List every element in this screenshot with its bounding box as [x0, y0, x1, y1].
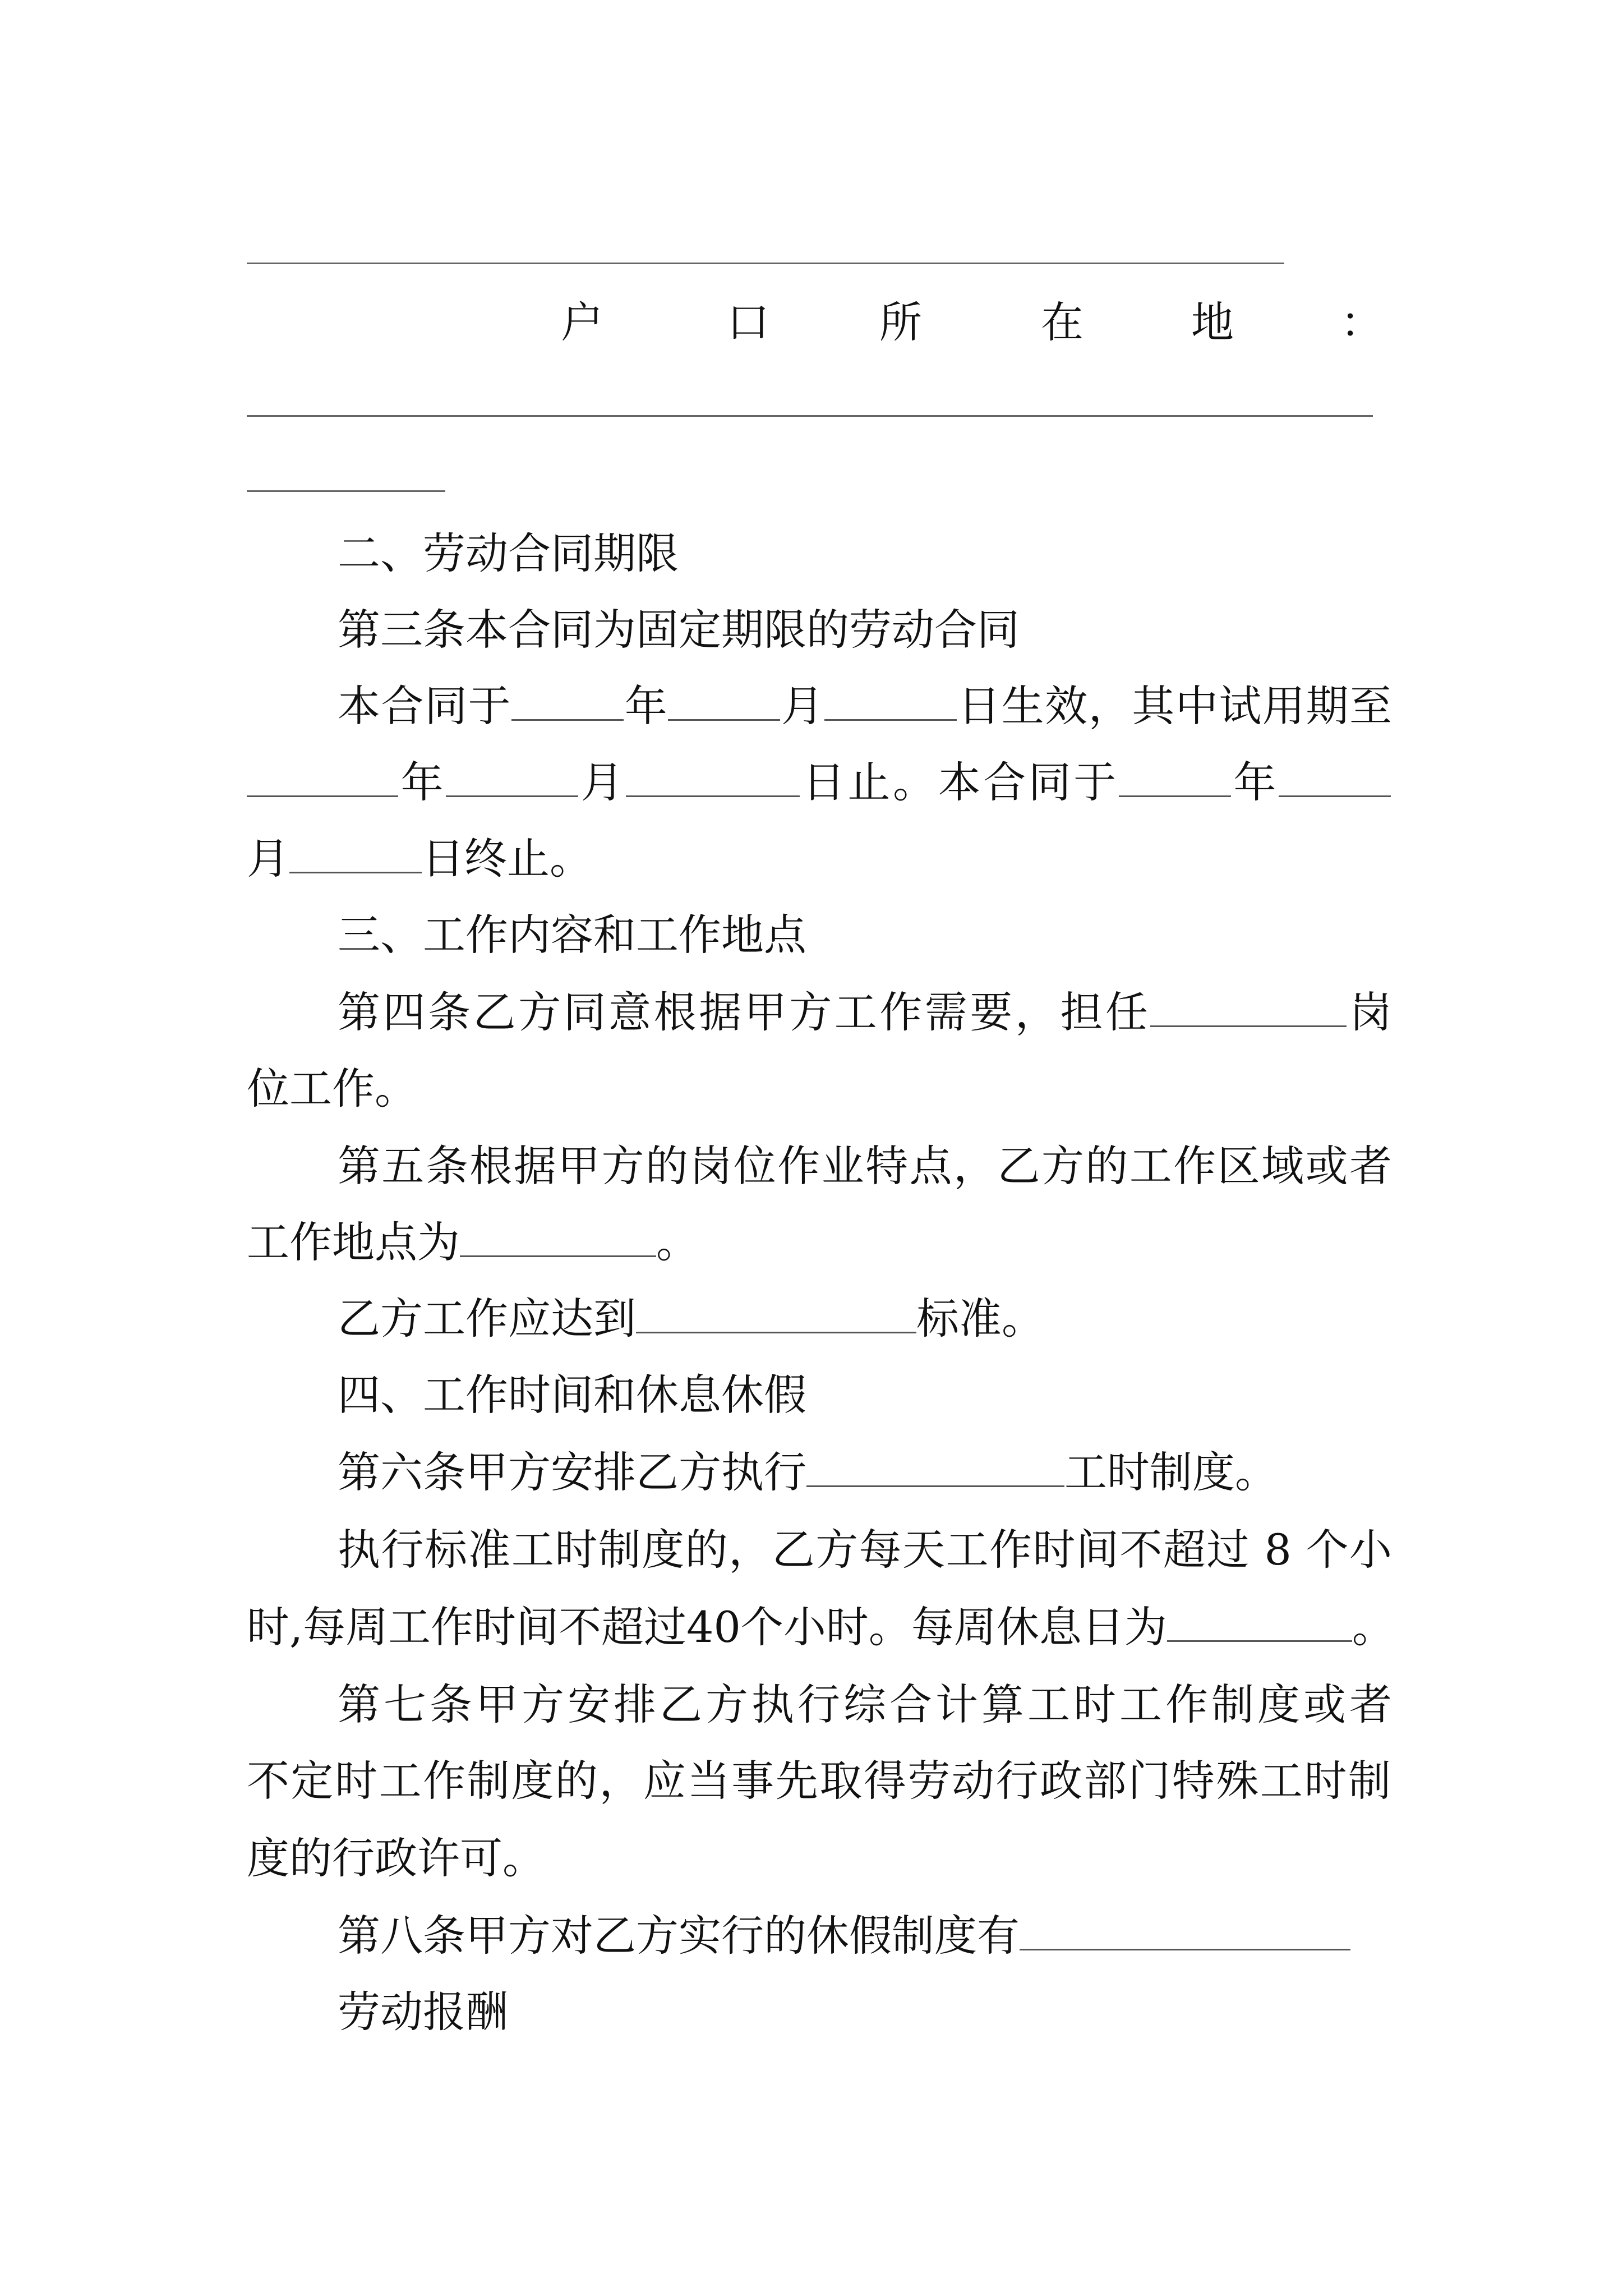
article-7-end: 度的行政许可。 [247, 1833, 545, 1883]
effective-date-line: 本合同于 年 月 日生效，其中试用期至 [338, 675, 1392, 737]
standard-hours-line: 执行标准工时制度的，乙方每天工作时间不超过 8 个小 [338, 1525, 1392, 1575]
address-label-char: 口 [727, 297, 769, 347]
year-blank [511, 679, 624, 721]
article-4-cont: 位工作。 [247, 1064, 417, 1114]
year-blank [1119, 755, 1231, 797]
article-5-cont: 工作地点为 。 [247, 1212, 1391, 1273]
day-blank [626, 755, 800, 797]
address-label-char: 地 [1191, 297, 1234, 347]
location-blank [460, 1215, 656, 1257]
work-standard: 乙方工作应达到 标准。 [338, 1288, 1392, 1350]
rest-day-blank [1167, 1600, 1352, 1642]
address-label-char: ： [1340, 297, 1383, 347]
fill-in-line-prev [247, 263, 1284, 264]
hours-system-blank [806, 1445, 1064, 1487]
standard-blank [636, 1291, 916, 1333]
section-heading-pay: 劳动报酬 [338, 1987, 508, 2037]
article-7-cont: 不定时工作制度的，应当事先取得劳动行政部门特殊工时制 [247, 1756, 1391, 1806]
year-blank [247, 755, 398, 797]
article-7: 第七条甲方安排乙方执行综合计算工时工作制度或者 [338, 1680, 1392, 1729]
article-8: 第八条甲方对乙方实行的休假制度有 [338, 1905, 1392, 1967]
probation-date-line: 年 月 日止。本合同于 年 [247, 752, 1391, 813]
standard-hours-cont: 时,每周工作时间不超过40个小时。每周休息日为 。 [247, 1596, 1391, 1658]
month-blank [1279, 755, 1391, 797]
day-blank [824, 679, 957, 721]
section-heading-term: 二、劳动合同期限 [338, 528, 679, 578]
address-label-char: 所 [879, 297, 922, 347]
position-blank [1150, 985, 1347, 1027]
day-blank [289, 831, 422, 873]
section-heading-hours: 四、工作时间和休息休假 [338, 1370, 806, 1420]
address-fill-line [247, 415, 1373, 417]
month-blank [446, 755, 578, 797]
address-label-char: 在 [1041, 297, 1083, 347]
address-label-char: 户 [561, 297, 603, 347]
month-blank [668, 679, 780, 721]
article-5: 第五条根据甲方的岗位作业特点，乙方的工作区域或者 [338, 1141, 1392, 1191]
address-fill-line-end [247, 490, 445, 492]
article-3: 第三条本合同为固定期限的劳动合同 [338, 605, 1020, 655]
end-date-line: 月 日终止。 [247, 828, 1391, 890]
section-heading-work: 三、工作内容和工作地点 [338, 910, 806, 960]
leave-system-blank [1020, 1908, 1350, 1950]
article-4: 第四条乙方同意根据甲方工作需要，担任 岗 [338, 982, 1392, 1043]
article-6: 第六条甲方安排乙方执行 工时制度。 [338, 1442, 1392, 1503]
